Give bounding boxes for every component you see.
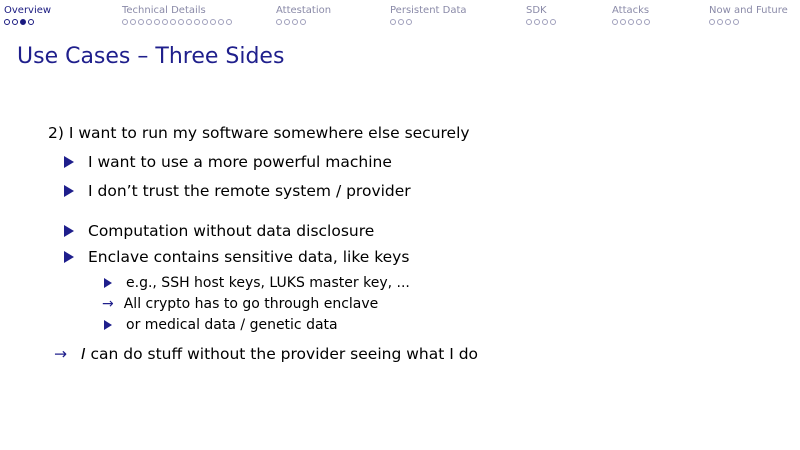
bullet-triangle-icon (64, 251, 74, 263)
bullet-text: Computation without data disclosure (88, 222, 375, 240)
nav-section-now-and-future[interactable]: Now and Future (709, 5, 788, 16)
heading-text: 2) I want to run my software somewhere else securely (48, 124, 470, 142)
implies-arrow-icon: → (102, 296, 114, 312)
implies-arrow-icon: → (54, 345, 67, 363)
conclusion-italic-text: I (81, 345, 86, 363)
list-item (64, 153, 392, 171)
sub-bullet-text: or medical data / genetic data (126, 317, 338, 333)
nav-section-attacks[interactable]: Attacks (612, 5, 650, 16)
nav-section-sdk[interactable]: SDK (526, 5, 547, 16)
sub-list-item (102, 296, 378, 312)
sub-bullet-triangle-icon (104, 278, 112, 288)
list-item (64, 182, 411, 200)
sub-list-item (104, 317, 338, 333)
bullet-text: I want to use a more powerful machine (88, 153, 392, 171)
list-item (64, 248, 409, 266)
sub-bullet-triangle-icon (104, 320, 112, 330)
bullet-text: I don’t trust the remote system / provider (88, 182, 411, 200)
conclusion-text: can do stuff without the provider seeing what I do (85, 345, 479, 363)
bullet-text: Enclave contains sensitive data, like keys (88, 248, 410, 266)
sub-bullet-text: All crypto has to go through enclave (123, 296, 379, 312)
nav-section-technical-details[interactable]: Technical Details (122, 5, 206, 16)
nav-section-attestation[interactable]: Attestation (276, 5, 332, 16)
slide-title: Use Cases – Three Sides (17, 44, 285, 69)
bullet-triangle-icon (64, 225, 74, 237)
nav-section-persistent-data[interactable]: Persistent Data (390, 5, 467, 16)
conclusion-item (54, 345, 478, 363)
list-item (64, 222, 374, 240)
bullet-triangle-icon (64, 185, 74, 197)
sub-bullet-text: e.g., SSH host keys, LUKS master key, ... (126, 275, 410, 291)
heading-item (48, 124, 470, 142)
sub-list-item (104, 275, 410, 291)
nav-section-overview[interactable]: Overview (4, 5, 52, 16)
bullet-triangle-icon (64, 156, 74, 168)
